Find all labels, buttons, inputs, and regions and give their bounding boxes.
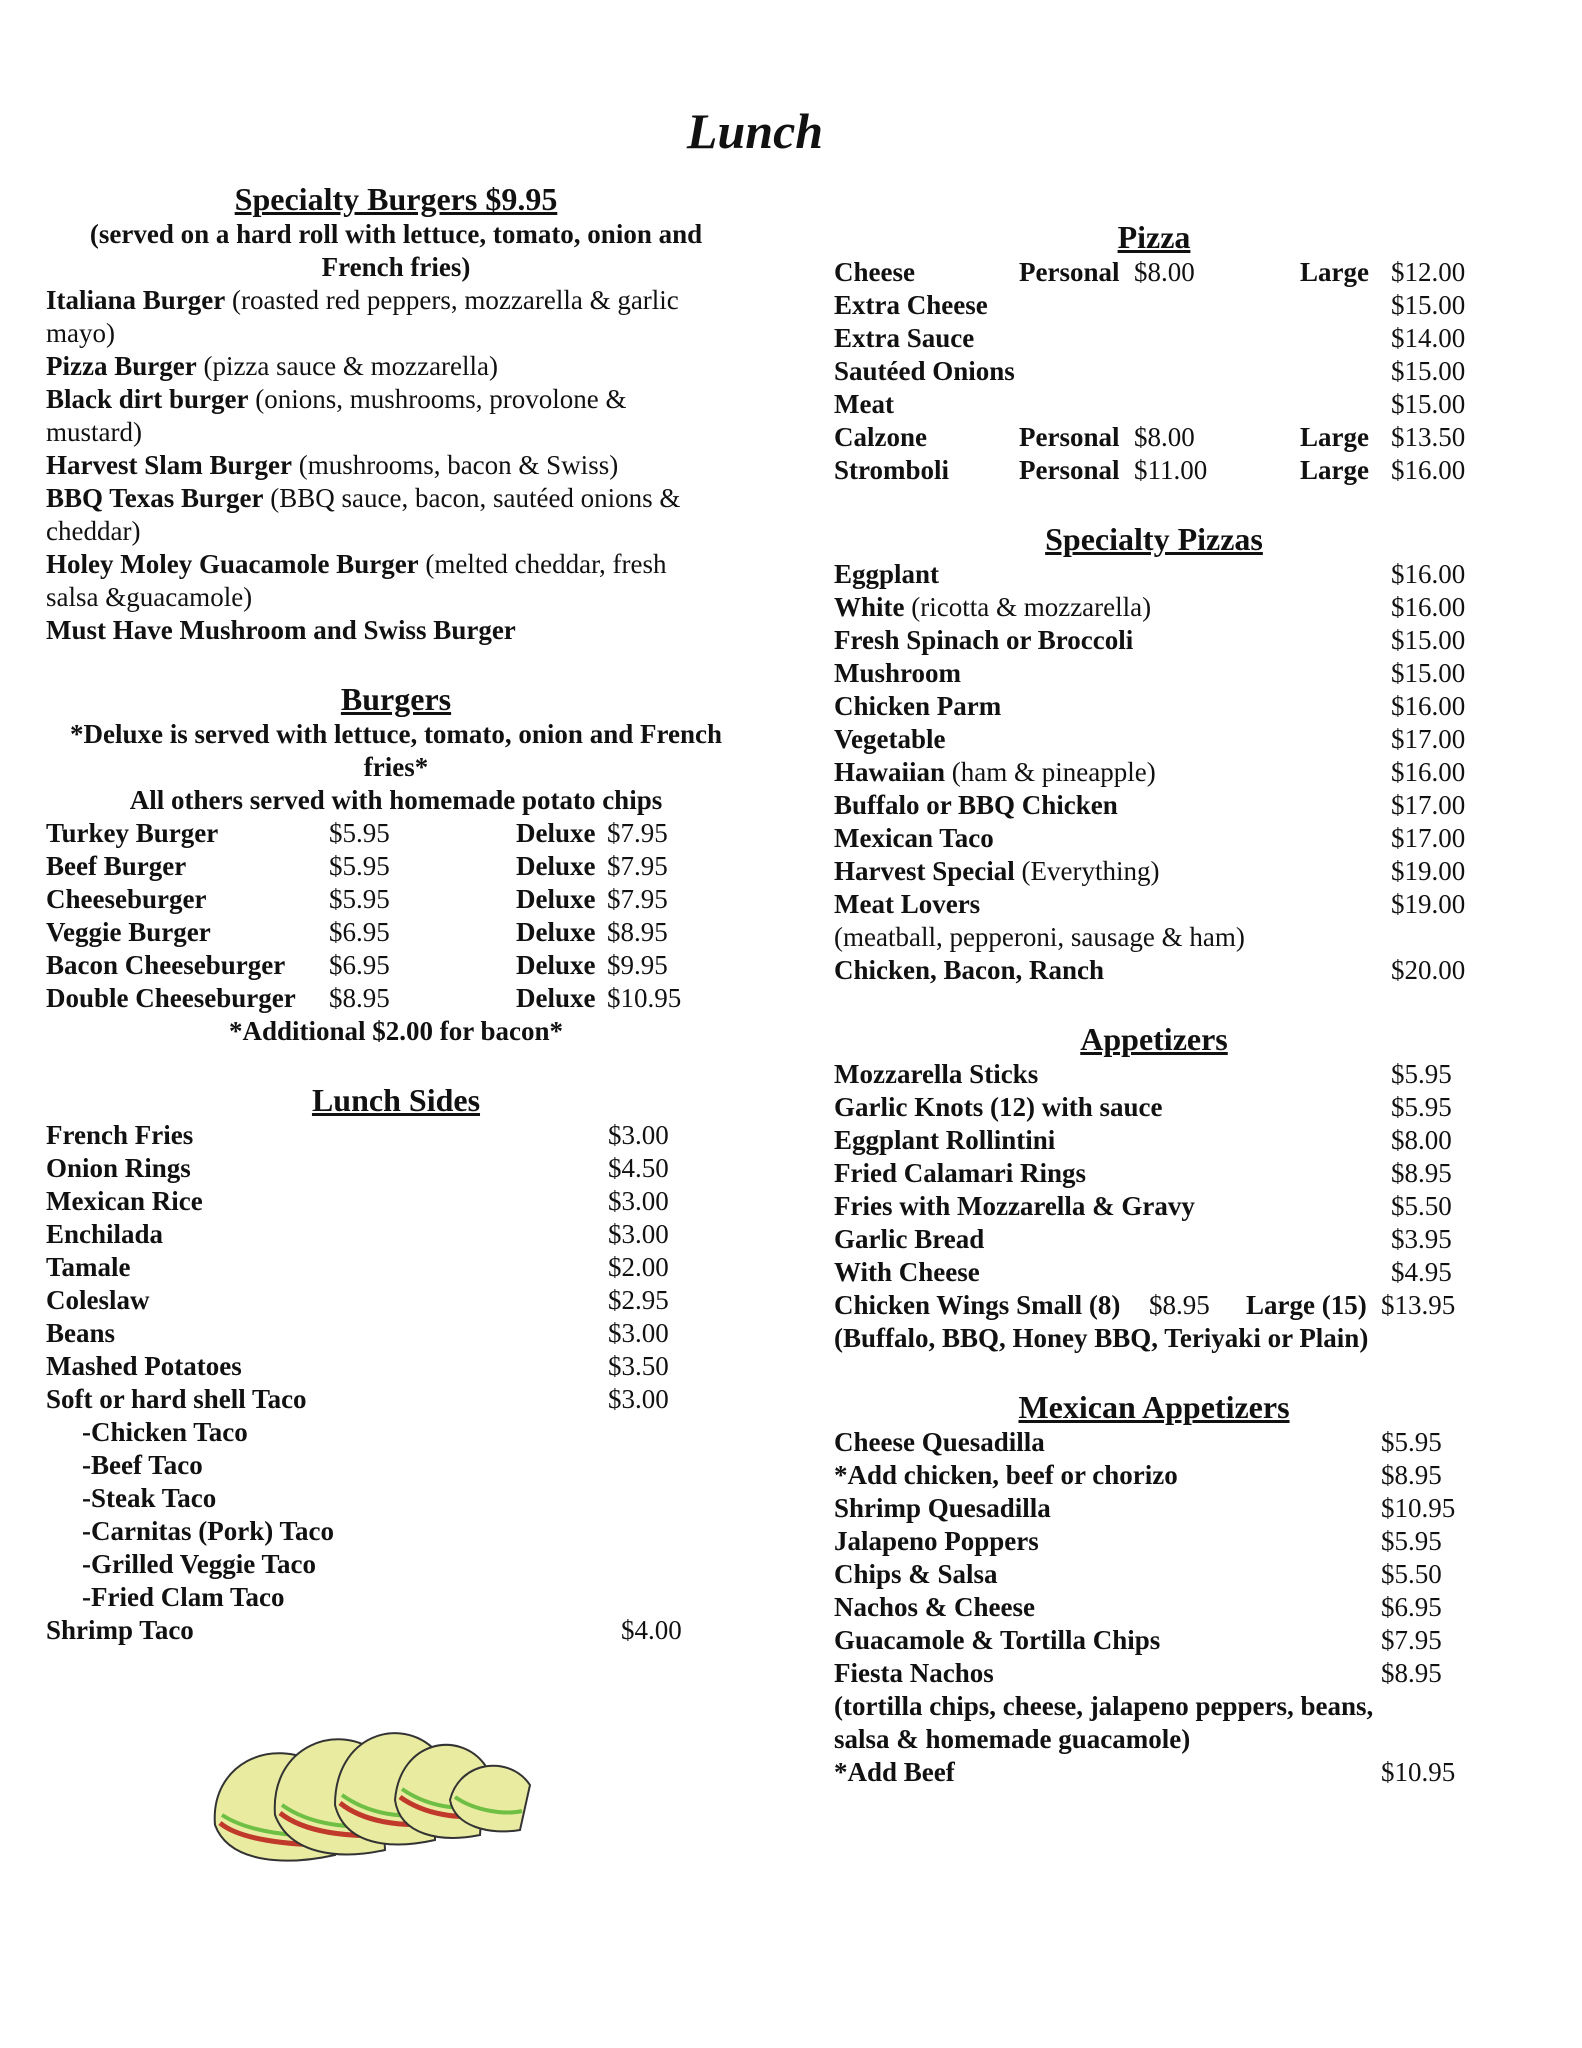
menu-item — [834, 1091, 1474, 1124]
menu-item — [834, 1124, 1474, 1157]
specialty-burgers-list — [46, 284, 746, 647]
item-description: cheddar) — [46, 516, 141, 546]
specialty-burgers-note: (served on a hard roll with lettuce, tomato, onion and — [89, 219, 703, 249]
item-name: Pizza Burger — [46, 351, 197, 381]
deluxe-label: Deluxe — [516, 851, 596, 881]
item-price: $3.00 — [608, 1186, 669, 1216]
item-description: (onions, mushrooms, provolone & — [248, 384, 627, 414]
deluxe-label: Deluxe — [516, 818, 596, 848]
menu-item — [46, 383, 746, 416]
deluxe-price: $7.95 — [607, 818, 668, 848]
item-description: salsa & homemade guacamole) — [834, 1724, 1191, 1754]
item-name: Cheese Quesadilla — [834, 1427, 1045, 1457]
item-name: Mashed Potatoes — [46, 1351, 242, 1381]
item-price: $3.95 — [1391, 1224, 1452, 1254]
item-price: $15.00 — [1391, 625, 1466, 655]
item-name: Bacon Cheeseburger — [46, 950, 286, 980]
item-name: Chicken Wings Small (8) — [834, 1290, 1121, 1320]
large-label: Large — [1300, 422, 1369, 452]
menu-item — [46, 850, 746, 883]
item-price: $5.95 — [1391, 1092, 1452, 1122]
item-name: Mexican Taco — [834, 823, 994, 853]
item-price: $13.95 — [1381, 1290, 1456, 1320]
item-price: $4.00 — [621, 1615, 682, 1645]
menu-item — [834, 1558, 1474, 1591]
item-description: mustard) — [46, 417, 142, 447]
item-name: Soft or hard shell Taco — [46, 1384, 307, 1414]
item-name: Guacamole & Tortilla Chips — [834, 1625, 1161, 1655]
menu-item — [834, 558, 1474, 591]
item-name: Harvest Slam Burger — [46, 450, 292, 480]
item-price: $17.00 — [1391, 724, 1466, 754]
item-name: Meat Lovers — [834, 889, 981, 919]
item-name: Eggplant Rollintini — [834, 1125, 1056, 1155]
menu-item — [834, 1058, 1474, 1091]
left-column — [46, 180, 746, 1647]
large-price: $15.00 — [1391, 356, 1466, 386]
deluxe-label: Deluxe — [516, 983, 596, 1013]
item-name: Must Have Mushroom and Swiss Burger — [46, 615, 516, 645]
item-description: (Buffalo, BBQ, Honey BBQ, Teriyaki or Plain) — [834, 1323, 1369, 1353]
item-description: (tortilla chips, cheese, jalapeno peppers, beans, — [834, 1691, 1374, 1721]
taco-type: -Fried Clam Taco — [82, 1582, 285, 1612]
item-price: $8.95 — [329, 983, 390, 1013]
personal-label: Personal — [1019, 455, 1120, 485]
item-name: White — [834, 592, 905, 622]
item-name: Fried Calamari Rings — [834, 1158, 1086, 1188]
deluxe-price: $8.95 — [607, 917, 668, 947]
item-name: Sautéed Onions — [834, 356, 1015, 386]
appetizers-heading: Appetizers — [1080, 1021, 1228, 1057]
taco-type: -Steak Taco — [82, 1483, 217, 1513]
item-name: Double Cheeseburger — [46, 983, 296, 1013]
menu-item — [46, 916, 746, 949]
menu-item — [46, 883, 746, 916]
item-name: Shrimp Quesadilla — [834, 1493, 1051, 1523]
item-price: $8.95 — [1149, 1290, 1210, 1320]
item-price: $6.95 — [329, 917, 390, 947]
specialty-burgers-heading: Specialty Burgers $9.95 — [234, 181, 558, 217]
item-price: $15.00 — [1391, 658, 1466, 688]
item-name: Black dirt burger — [46, 384, 249, 414]
pizza-heading: Pizza — [1117, 219, 1191, 255]
item-price: $4.50 — [608, 1153, 669, 1183]
item-name: Beef Burger — [46, 851, 187, 881]
menu-item — [834, 1525, 1474, 1558]
menu-item — [834, 1657, 1474, 1690]
item-price: $10.95 — [1381, 1493, 1456, 1523]
item-price: $5.50 — [1381, 1559, 1442, 1589]
menu-item — [834, 591, 1474, 624]
item-price: $5.50 — [1391, 1191, 1452, 1221]
burgers-note: All others served with homemade potato chips — [129, 785, 663, 815]
item-name: Fiesta Nachos — [834, 1658, 994, 1688]
burgers-heading: Burgers — [340, 681, 452, 717]
item-name: Italiana Burger — [46, 285, 226, 315]
item-name: Tamale — [46, 1252, 131, 1282]
item-price: $8.95 — [1391, 1158, 1452, 1188]
large-price: $15.00 — [1391, 290, 1466, 320]
pizza-list — [834, 256, 1474, 487]
item-price: $5.95 — [329, 818, 390, 848]
item-price: $5.95 — [1391, 1059, 1452, 1089]
item-name: Mushroom — [834, 658, 962, 688]
menu-item — [834, 723, 1474, 756]
item-name: BBQ Texas Burger — [46, 483, 264, 513]
large-price: $15.00 — [1391, 389, 1466, 419]
item-name: With Cheese — [834, 1257, 980, 1287]
menu-item — [46, 1284, 746, 1317]
item-name: Chicken, Bacon, Ranch — [834, 955, 1105, 985]
menu-item — [46, 949, 746, 982]
item-price: $8.95 — [1381, 1658, 1442, 1688]
appetizers-list — [834, 1058, 1474, 1289]
burgers-note: *Deluxe is served with lettuce, tomato, onion and French — [70, 719, 722, 749]
taco-type: -Beef Taco — [82, 1450, 203, 1480]
taco-type: -Chicken Taco — [82, 1417, 248, 1447]
item-price: $3.00 — [608, 1384, 669, 1414]
item-name: Enchilada — [46, 1219, 164, 1249]
item-price: $10.95 — [1381, 1757, 1456, 1787]
item-description: mayo) — [46, 318, 115, 348]
item-name: Hawaiian — [834, 757, 946, 787]
item-description: (BBQ sauce, bacon, sautéed onions & — [263, 483, 681, 513]
deluxe-price: $10.95 — [607, 983, 682, 1013]
menu-item — [46, 614, 746, 647]
menu-item — [834, 1190, 1474, 1223]
personal-price: $8.00 — [1134, 257, 1195, 287]
item-description: (ricotta & mozzarella) — [904, 592, 1152, 622]
item-name: Cheeseburger — [46, 884, 207, 914]
menu-item — [834, 1459, 1474, 1492]
menu-item — [46, 1317, 746, 1350]
item-price: $8.00 — [1391, 1125, 1452, 1155]
item-price: $5.95 — [1381, 1526, 1442, 1556]
menu-item — [834, 855, 1474, 888]
item-price: $16.00 — [1391, 691, 1466, 721]
menu-item — [834, 624, 1474, 657]
menu-item — [46, 482, 746, 515]
item-price: $17.00 — [1391, 823, 1466, 853]
item-name: Holey Moley Guacamole Burger — [46, 549, 419, 579]
item-description: (pizza sauce & mozzarella) — [196, 351, 499, 381]
menu-item — [834, 690, 1474, 723]
deluxe-price: $7.95 — [607, 851, 668, 881]
item-name: Nachos & Cheese — [834, 1592, 1035, 1622]
large-price: $13.50 — [1391, 422, 1466, 452]
menu-item — [46, 284, 746, 317]
item-name: Shrimp Taco — [46, 1615, 194, 1645]
menu-item — [46, 1218, 746, 1251]
menu-item — [46, 1614, 746, 1647]
item-price: $20.00 — [1391, 955, 1466, 985]
item-price: $3.00 — [608, 1120, 669, 1150]
lunch-sides-list — [46, 1119, 746, 1416]
menu-item — [834, 1492, 1474, 1525]
item-name: Extra Sauce — [834, 323, 975, 353]
menu-item — [834, 322, 1474, 355]
menu-item — [46, 1119, 746, 1152]
item-name: Meat — [834, 389, 894, 419]
item-name: Mexican Rice — [46, 1186, 203, 1216]
burgers-list — [46, 817, 746, 1015]
item-name: *Add chicken, beef or chorizo — [834, 1460, 1178, 1490]
menu-item — [46, 548, 746, 581]
menu-item — [46, 350, 746, 383]
menu-item — [834, 1157, 1474, 1190]
item-price: $5.95 — [1381, 1427, 1442, 1457]
large-price: $14.00 — [1391, 323, 1466, 353]
item-name: Mozzarella Sticks — [834, 1059, 1039, 1089]
large-price: $12.00 — [1391, 257, 1466, 287]
page-title: Lunch — [686, 103, 824, 159]
item-price: $17.00 — [1391, 790, 1466, 820]
item-name: Cheese — [834, 257, 915, 287]
item-name: Jalapeno Poppers — [834, 1526, 1039, 1556]
item-price: $16.00 — [1391, 559, 1466, 589]
large-label: Large — [1300, 257, 1369, 287]
item-name: Harvest Special — [834, 856, 1015, 886]
deluxe-price: $9.95 — [607, 950, 668, 980]
deluxe-price: $7.95 — [607, 884, 668, 914]
menu-item — [834, 388, 1474, 421]
item-name: Chips & Salsa — [834, 1559, 998, 1589]
item-price: $16.00 — [1391, 592, 1466, 622]
menu-item — [834, 1256, 1474, 1289]
item-price: $6.95 — [1381, 1592, 1442, 1622]
menu-item — [834, 1591, 1474, 1624]
menu-item — [834, 454, 1474, 487]
taco-type: -Grilled Veggie Taco — [82, 1549, 317, 1579]
item-price: $2.95 — [608, 1285, 669, 1315]
item-name: Onion Rings — [46, 1153, 191, 1183]
menu-item — [834, 421, 1474, 454]
large-label: Large (15) — [1246, 1290, 1367, 1320]
menu-item — [834, 822, 1474, 855]
item-name: Turkey Burger — [46, 818, 219, 848]
item-description: (melted cheddar, fresh — [418, 549, 667, 579]
burgers-note: fries* — [363, 752, 429, 782]
item-name: Fries with Mozzarella & Gravy — [834, 1191, 1195, 1221]
menu-item — [834, 256, 1474, 289]
item-name: Vegetable — [834, 724, 946, 754]
deluxe-label: Deluxe — [516, 884, 596, 914]
item-price: $5.95 — [329, 884, 390, 914]
mexican-appetizers-heading: Mexican Appetizers — [1018, 1389, 1290, 1425]
specialty-pizzas-list — [834, 558, 1474, 921]
item-price: $5.95 — [329, 851, 390, 881]
item-description: (mushrooms, bacon & Swiss) — [291, 450, 619, 480]
item-name: Calzone — [834, 422, 927, 452]
mexican-appetizers-list — [834, 1426, 1474, 1690]
menu-item — [834, 1624, 1474, 1657]
personal-price: $8.00 — [1134, 422, 1195, 452]
personal-label: Personal — [1019, 422, 1120, 452]
menu-item — [834, 954, 1474, 987]
menu-item — [46, 1350, 746, 1383]
item-price: $8.95 — [1381, 1460, 1442, 1490]
item-price: $16.00 — [1391, 757, 1466, 787]
menu-item — [834, 289, 1474, 322]
item-name: *Add Beef — [834, 1757, 955, 1787]
item-price: $6.95 — [329, 950, 390, 980]
item-name: Garlic Knots (12) with sauce — [834, 1092, 1163, 1122]
bacon-footnote: *Additional $2.00 for bacon* — [228, 1016, 564, 1046]
item-description: (Everything) — [1014, 856, 1160, 886]
deluxe-label: Deluxe — [516, 950, 596, 980]
menu-item — [46, 1185, 746, 1218]
item-name: Stromboli — [834, 455, 950, 485]
item-price: $2.00 — [608, 1252, 669, 1282]
menu-item — [834, 789, 1474, 822]
specialty-burgers-note: French fries) — [321, 252, 471, 282]
item-price: $4.95 — [1391, 1257, 1452, 1287]
item-name: Beans — [46, 1318, 116, 1348]
item-price: $3.50 — [608, 1351, 669, 1381]
item-name: Chicken Parm — [834, 691, 1002, 721]
menu-item — [834, 1289, 1474, 1322]
item-price: $3.00 — [608, 1219, 669, 1249]
large-label: Large — [1300, 455, 1369, 485]
item-name: Extra Cheese — [834, 290, 988, 320]
menu-item — [46, 982, 746, 1015]
menu-item — [834, 1223, 1474, 1256]
menu-item — [46, 1383, 746, 1416]
item-description: (roasted red peppers, mozzarella & garlic — [225, 285, 679, 315]
item-name: Fresh Spinach or Broccoli — [834, 625, 1134, 655]
item-price: $7.95 — [1381, 1625, 1442, 1655]
item-name: Buffalo or BBQ Chicken — [834, 790, 1118, 820]
item-price: $19.00 — [1391, 889, 1466, 919]
item-name: French Fries — [46, 1120, 194, 1150]
item-price: $3.00 — [608, 1318, 669, 1348]
menu-item — [834, 1756, 1474, 1789]
item-name: Eggplant — [834, 559, 940, 589]
taco-types-list — [46, 1416, 746, 1614]
menu-item — [46, 1251, 746, 1284]
large-price: $16.00 — [1391, 455, 1466, 485]
personal-label: Personal — [1019, 257, 1120, 287]
lunch-sides-heading: Lunch Sides — [311, 1082, 481, 1118]
taco-type: -Carnitas (Pork) Taco — [82, 1516, 334, 1546]
item-name: Veggie Burger — [46, 917, 211, 947]
personal-price: $11.00 — [1134, 455, 1208, 485]
item-description: (ham & pineapple) — [945, 757, 1156, 787]
item-price: $19.00 — [1391, 856, 1466, 886]
right-column — [834, 218, 1474, 1789]
menu-item — [46, 449, 746, 482]
menu-item — [46, 1152, 746, 1185]
item-name: Coleslaw — [46, 1285, 150, 1315]
specialty-pizzas-heading: Specialty Pizzas — [1045, 521, 1263, 557]
menu-item — [834, 1426, 1474, 1459]
deluxe-label: Deluxe — [516, 917, 596, 947]
menu-item — [46, 817, 746, 850]
menu-item — [834, 888, 1474, 921]
menu-item — [834, 756, 1474, 789]
taco-illustration — [200, 1705, 540, 1870]
item-description: salsa &guacamole) — [46, 582, 253, 612]
menu-item — [834, 657, 1474, 690]
item-name: Garlic Bread — [834, 1224, 985, 1254]
menu-item — [834, 355, 1474, 388]
item-description: (meatball, pepperoni, sausage & ham) — [834, 922, 1245, 952]
